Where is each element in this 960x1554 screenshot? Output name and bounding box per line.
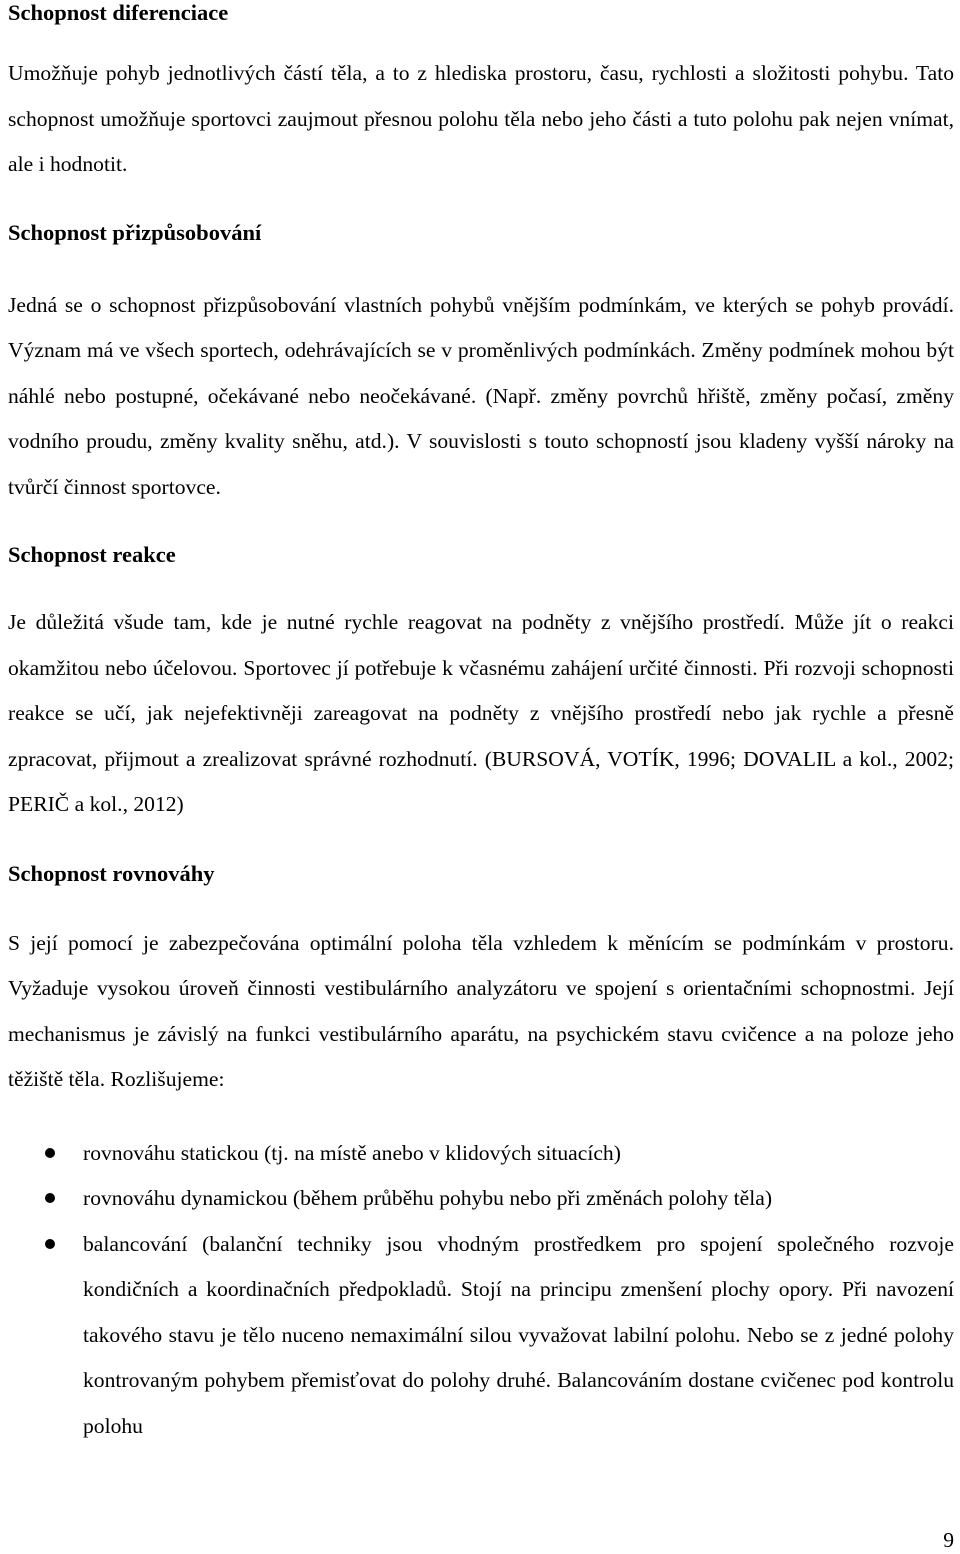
section-heading-diferenciace: Schopnost diferenciace: [8, 0, 229, 25]
section-heading-prizpusobovani: Schopnost přizpůsobování: [8, 219, 262, 245]
bullet-icon: [45, 1193, 55, 1203]
section-paragraph-rovnovahy: S její pomocí je zabezpečována optimální poloha těla vzhledem k měnícím se podmínkám v prostoru. Vyžaduje vysokou úroveň činnosti vestibulárního analyzátoru ve spojení s orientačními schopnostmi. Její mechanismus je závislý na funkci vestibulárního aparátu, na psychickém stavu cvičence a na poloze jeho těžiště těla. Rozlišujeme:: [8, 930, 954, 1091]
list-item-text: balancování (balanční techniky jsou vhodným prostředkem pro spojení společného rozvoje kondičních a koordinačních předpokladů. Stojí na principu zmenšení plochy opory. Při navození takového stavu je tělo nuceno nemaximální silou vyvažovat labilní polohu. Nebo se z jedné polohy kontrovaným pohybem přemisťovat do polohy druhé. Balancováním dostane cvičenec pod kontrolu polohu: [83, 1231, 954, 1438]
bullet-icon: [45, 1239, 55, 1249]
list-item-text: rovnováhu statickou (tj. na místě anebo v klidových situacích): [83, 1140, 621, 1165]
bullet-icon: [45, 1148, 55, 1158]
section-paragraph-prizpusobovani: Jedná se o schopnost přizpůsobování vlastních pohybů vnějším podmínkám, ve kterých se pohyb provádí. Význam má ve všech sportech, odehrávajících se v proměnlivých podmínkách. Změny podmínek mohou být náhlé nebo postupné, očekávané nebo neočekávané. (Např. změny povrchů hřiště, změny počasí, změny vodního proudu, změny kvality sněhu, atd.). V souvislosti s touto schopností jsou kladeny vyšší nároky na tvůrčí činnost sportovce.: [8, 292, 954, 499]
section-paragraph-diferenciace: Umožňuje pohyb jednotlivých částí těla, a to z hlediska prostoru, času, rychlosti a složitosti pohybu. Tato schopnost umožňuje sportovci zaujmout přesnou polohu těla nebo jeho části a tuto polohu pak nejen vnímat, ale i hodnotit.: [8, 61, 954, 176]
page-number: 9: [943, 1528, 954, 1552]
balance-types-list: [8, 1131, 954, 1450]
list-item-text: rovnováhu dynamickou (během průběhu pohybu nebo při změnách polohy těla): [83, 1186, 773, 1210]
list-item: [8, 1222, 954, 1450]
section-heading-reakce: Schopnost reakce: [8, 542, 176, 567]
list-item: [8, 1176, 954, 1222]
section-paragraph-reakce: Je důležitá všude tam, kde je nutné rychle reagovat na podněty z vnějšího prostředí. Může jít o reakci okamžitou nebo účelovou. Sportovec jí potřebuje k včasnému zahájení určité činnosti. Při rozvoji schopnosti reakce se učí, jak nejefektivněji zareagovat na podněty z vnějšího prostředí nebo jak rychle a přesně zpracovat, přijmout a zrealizovat správné rozhodnutí. (BURSOVÁ, VOTÍK, 1996; DOVALIL a kol., 2002; PERIČ a kol., 2012): [8, 610, 954, 816]
document-page: [8, 0, 954, 1449]
list-item: [8, 1131, 954, 1177]
section-heading-rovnovahy: Schopnost rovnováhy: [8, 860, 215, 886]
